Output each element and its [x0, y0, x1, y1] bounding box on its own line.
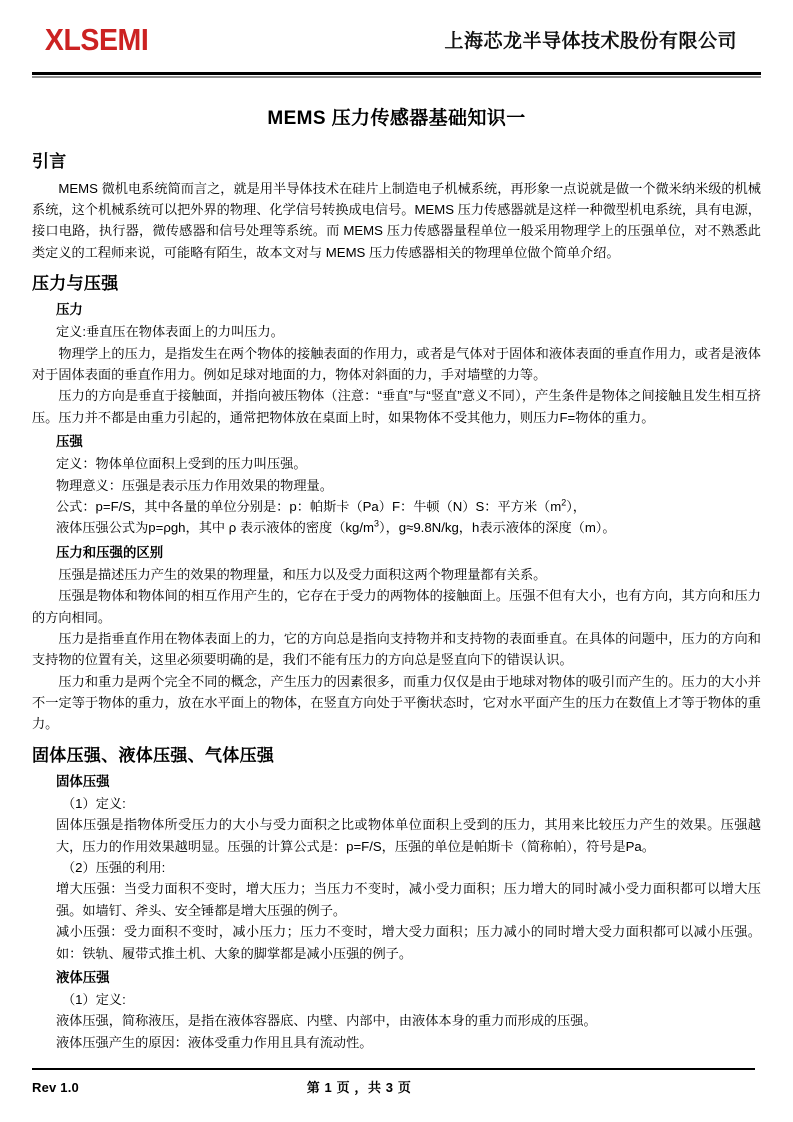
- footer-revision: Rev 1.0: [32, 1080, 79, 1095]
- document-footer: [32, 1068, 755, 1096]
- header-divider: [32, 72, 761, 78]
- force-paragraph-1: 物理学上的压力，是指发生在两个物体的接触表面的作用力，或者是气体对于固体和液体表面的垂直作用力，或者是液体对于固体表面的垂直作用力。例如足球对地面的力，物体对斜面的力，手对墙壁的力等。: [32, 345, 761, 382]
- footer-divider: [32, 1068, 755, 1070]
- liquid-formula-suffix: ），g≈9.8N/kg，h表示液体的深度（m）。: [379, 520, 616, 536]
- subheading-pressure: 压强: [56, 434, 83, 450]
- document-body: [32, 78, 761, 1053]
- subheading-liquid-pressure: 液体压强: [56, 969, 110, 985]
- intro-paragraph: MEMS 微机电系统简而言之，就是用半导体技术在硅片上制造电子机械系统，再形象一点说就是做一个微米纳米级的机械系统，这个机械系统可以把外界的物理、化学信号转换成电信号。MEMS 压力传感器就是这样一种微型机电系统，具有电源，接口电路，执行器，微传感器和信号处理等系统。而 MEMS 压力传感器量程单位一般采用物理学上的压强单位，对不熟悉此类定义的工程师来说，可能略有陌生，故本文对与 MEMS 压力传感器相关的物理单位做个简单介绍。: [32, 180, 761, 260]
- force-definition: 定义:垂直压在物体表面上的力叫压力。: [56, 324, 284, 340]
- xlsemi-logo: XLSEMI: [44, 21, 149, 57]
- difference-paragraph-2: 压强是物体和物体间的相互作用产生的，它存在于受力的两物体的接触面上。压强不但有大小，也有方向，其方向和压力的方向相同。: [32, 588, 761, 625]
- difference-paragraph-4: 压力和重力是两个完全不同的概念，产生压力的因素很多，而重力仅仅是由于地球对物体的吸引而产生的。压力的大小并不一定等于物体的重力，放在水平面上的物体，在竖直方向处于平衡状态时，它对水平面产生的压力在数值上才等于物体的重力。: [32, 673, 761, 732]
- liquid-cause-text: 液体压强产生的原因：液体受重力作用且具有流动性。: [56, 1034, 373, 1050]
- pressure-formula-exponent: 2: [561, 497, 567, 508]
- footer-page-indicator: 第 1 页 ，共 3 页: [306, 1080, 412, 1095]
- solid-item2-label: （2）压强的利用:: [62, 860, 166, 876]
- section-heading-pressure-force: 压力与压强: [32, 274, 119, 294]
- subheading-solid-pressure: 固体压强: [56, 773, 110, 789]
- section-heading-three-states: 固体压强、液体压强、气体压强: [32, 745, 275, 765]
- pressure-formula: [32, 496, 761, 517]
- solid-decrease-text: 减小压强：受力面积不变时，减小压力；压力不变时，增大受力面积；压力减小的同时增大受力面积都可以减小压强。如：铁轨、履带式推土机、大象的脚掌都是减小压强的例子。: [56, 924, 761, 961]
- liquid-formula-exponent: 3: [374, 518, 379, 529]
- difference-paragraph-3: 压力是指垂直作用在物体表面上的力，它的方向总是指向支持物并和支持物的表面垂直。在具体的问题中，压力的方向和支持物的位置有关，这里必须要明确的是，我们不能有压力的方向总是竖直向下的错误认识。: [32, 630, 761, 668]
- liquid-item1-text: 液体压强，简称液压，是指在液体容器底、内壁、内部中，由液体本身的重力而形成的压强。: [56, 1013, 597, 1029]
- pressure-formula-suffix: ），: [566, 498, 586, 514]
- solid-item1-label: （1）定义:: [62, 795, 126, 811]
- liquid-item1-label: （1）定义:: [62, 992, 126, 1007]
- subheading-difference: 压力和压强的区别: [56, 544, 164, 560]
- subheading-force: 压力: [56, 302, 83, 318]
- solid-item1-text: 固体压强是指物体所受压力的大小与受力面积之比或物体单位面积上受到的压力，其用来比较压力产生的效果。压强越大，压力的作用效果越明显。压强的计算公式是：p=F/S，压强的单位是帕斯卡（简称帕），符号是Pa。: [56, 817, 761, 854]
- footer-row: [32, 1077, 755, 1096]
- section-heading-intro: 引言: [32, 151, 67, 171]
- liquid-formula-prefix: 液体压强公式为p=ρgh，其中 ρ 表示液体的密度（kg/m: [56, 520, 374, 536]
- pressure-definition: 定义：物体单位面积上受到的压力叫压强。: [56, 456, 307, 472]
- liquid-pressure-formula: [32, 517, 761, 538]
- force-paragraph-2: 压力的方向是垂直于接触面，并指向被压物体（注意：“垂直”与“竖直”意义不同），产生条件是物体之间接触且发生相互挤压。压力并不都是由重力引起的，通常把物体放在桌面上时，如果物体不受其他力，则压力F=物体的重力。: [32, 388, 761, 425]
- header-divider-thick: [32, 72, 761, 75]
- page-title: MEMS 压力传感器基础知识一: [267, 108, 526, 129]
- document-header: [32, 0, 761, 70]
- difference-paragraph-1: 压强是描述压力产生的效果的物理量，和压力以及受力面积这两个物理量都有关系。: [58, 566, 547, 582]
- pressure-meaning: 物理意义：压强是表示压力作用效果的物理量。: [56, 477, 333, 493]
- pressure-formula-prefix: 公式：p=F/S，其中各量的单位分别是：p：帕斯卡（Pa）F：牛顿（N）S：平方米（m: [56, 498, 562, 514]
- solid-increase-text: 增大压强：当受力面积不变时，增大压力；当压力不变时，减小受力面积；压力增大的同时减小受力面积都可以增大压强。如墙钉、斧头、安全锤都是增大压强的例子。: [56, 881, 761, 918]
- header-divider-thin: [32, 76, 761, 78]
- company-name: 上海芯龙半导体技术股份有限公司: [444, 30, 737, 52]
